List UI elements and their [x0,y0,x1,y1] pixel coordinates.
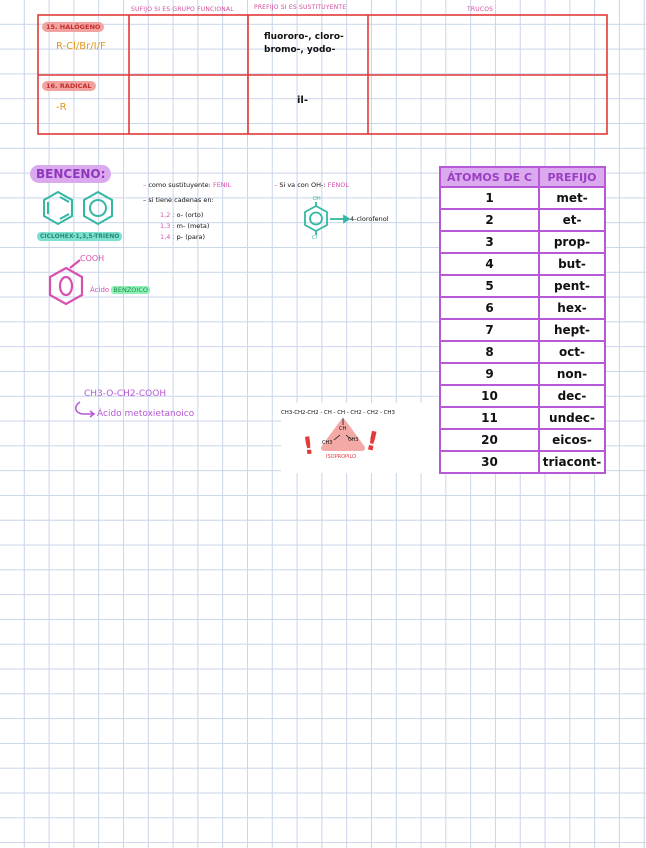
benzoic-acid-drawing [44,256,88,316]
prefix-cell: pent- [539,275,605,297]
prefix-cell: prop- [539,231,605,253]
prefix-cell: undec- [539,407,605,429]
methoxy-formula: CH3-O-CH2-COOH [84,389,167,399]
prefix-cell: hept- [539,319,605,341]
carbon-count-cell: 5 [440,275,539,297]
top-table-grid [0,0,646,140]
prefix-cell: met- [539,187,605,209]
isopropyl-branch-left: CH3 [322,440,333,446]
acid-group: COOH [80,254,105,263]
carbon-count-cell: 20 [440,429,539,451]
prefix-cell: eicos- [539,429,605,451]
ring-label: CICLOHEX-1,3,5-TRIENO [37,232,122,241]
prefix-cell: triacont- [539,451,605,473]
methoxy-name: Ácido metoxietanoico [97,409,195,419]
position-meta: 1,3 : m- (meta) [160,222,210,230]
oh-value: FENOL [327,181,350,189]
carbon-count-cell: 30 [440,451,539,473]
prefix-cell: but- [539,253,605,275]
positions-list [160,210,209,243]
exclamation-left: ! [301,431,316,461]
benzene-rings-drawing [36,188,126,236]
isopropyl-highlight [318,418,368,454]
phenol-cl: Cl [312,235,317,241]
radical-label: 16. RADICAL [42,81,96,91]
chains-text: si tiene cadenas en: [148,196,214,204]
chains-line: – si tiene cadenas en: [143,196,214,204]
table-row [440,187,605,209]
isopropyl-branch-right: CH3 [348,437,359,443]
substituent-value: FENIL [212,181,232,189]
acid-name: BENZOICO [113,286,148,294]
carbon-count-cell: 7 [440,319,539,341]
acid-name-line [90,286,150,294]
table-row [440,341,605,363]
table-row [440,385,605,407]
isopropyl-label: ISOPROPILO [326,454,357,460]
benzene-title: BENCENO: [30,165,111,183]
prefix-cell: dec- [539,385,605,407]
header-atoms: ÁTOMOS DE C [440,167,539,187]
carbon-prefix-table [439,166,606,474]
carbon-count-cell: 4 [440,253,539,275]
carbon-count-cell: 1 [440,187,539,209]
header-tricks: TRUCOS [467,6,494,13]
carbon-count-cell: 8 [440,341,539,363]
header-suffix: SUFIJO SI ES GRUPO FUNCIONAL [131,6,234,13]
table-row [440,253,605,275]
table-row [440,363,605,385]
halogen-label: 15. HALÓGENO [42,22,104,32]
acid-prefix: Ácido [90,286,110,294]
prefix-cell: oct- [539,341,605,363]
aromatic-ring [84,192,112,224]
table-row [440,429,605,451]
table-row [440,407,605,429]
table-row [440,231,605,253]
table-row [440,209,605,231]
exclamation-right: ! [363,426,381,458]
oh-line: – Si va con OH-: FENOL [274,181,350,189]
oh-text: Si va con OH-: [279,181,326,189]
carbon-count-cell: 10 [440,385,539,407]
radical-formula: -R [56,102,67,113]
table-row [440,451,605,473]
isopropyl-chain: CH3-CH2-CH2 - CH - CH - CH2 - CH2 - CH3 [281,410,395,416]
radical-prefix: il- [297,95,309,106]
halogen-formula: R-Cl/Br/I/F [56,41,106,52]
methoxy-arrow [72,400,100,420]
halogen-prefix: fluororo-, cloro- bromo-, yodo- [264,32,344,55]
prefix-cell: hex- [539,297,605,319]
carbon-count-cell: 3 [440,231,539,253]
carbon-count-cell: 2 [440,209,539,231]
phenol-name: 4-clorofenol [350,215,389,223]
substituent-line: – como sustituyente: FENIL [143,181,232,189]
position-ortho: 1,2 : o- (orto) [160,211,204,219]
prefix-cell: non- [539,363,605,385]
table-row [440,275,605,297]
carbon-count-cell: 6 [440,297,539,319]
header-prefix: PREFIJO SI ES SUSTITUYENTE [254,4,347,11]
carbon-count-cell: 11 [440,407,539,429]
substituent-text: como sustituyente: [148,181,211,189]
prefix-table-body [440,187,605,473]
phenol-oh: OH [313,196,321,202]
table-row [440,297,605,319]
carbon-count-cell: 9 [440,363,539,385]
prefix-cell: et- [539,209,605,231]
isopropyl-branch-ch: CH [339,426,347,432]
header-prefijo: PREFIJO [539,167,605,187]
table-row [440,319,605,341]
position-para: 1,4 : p- (para) [160,233,206,241]
